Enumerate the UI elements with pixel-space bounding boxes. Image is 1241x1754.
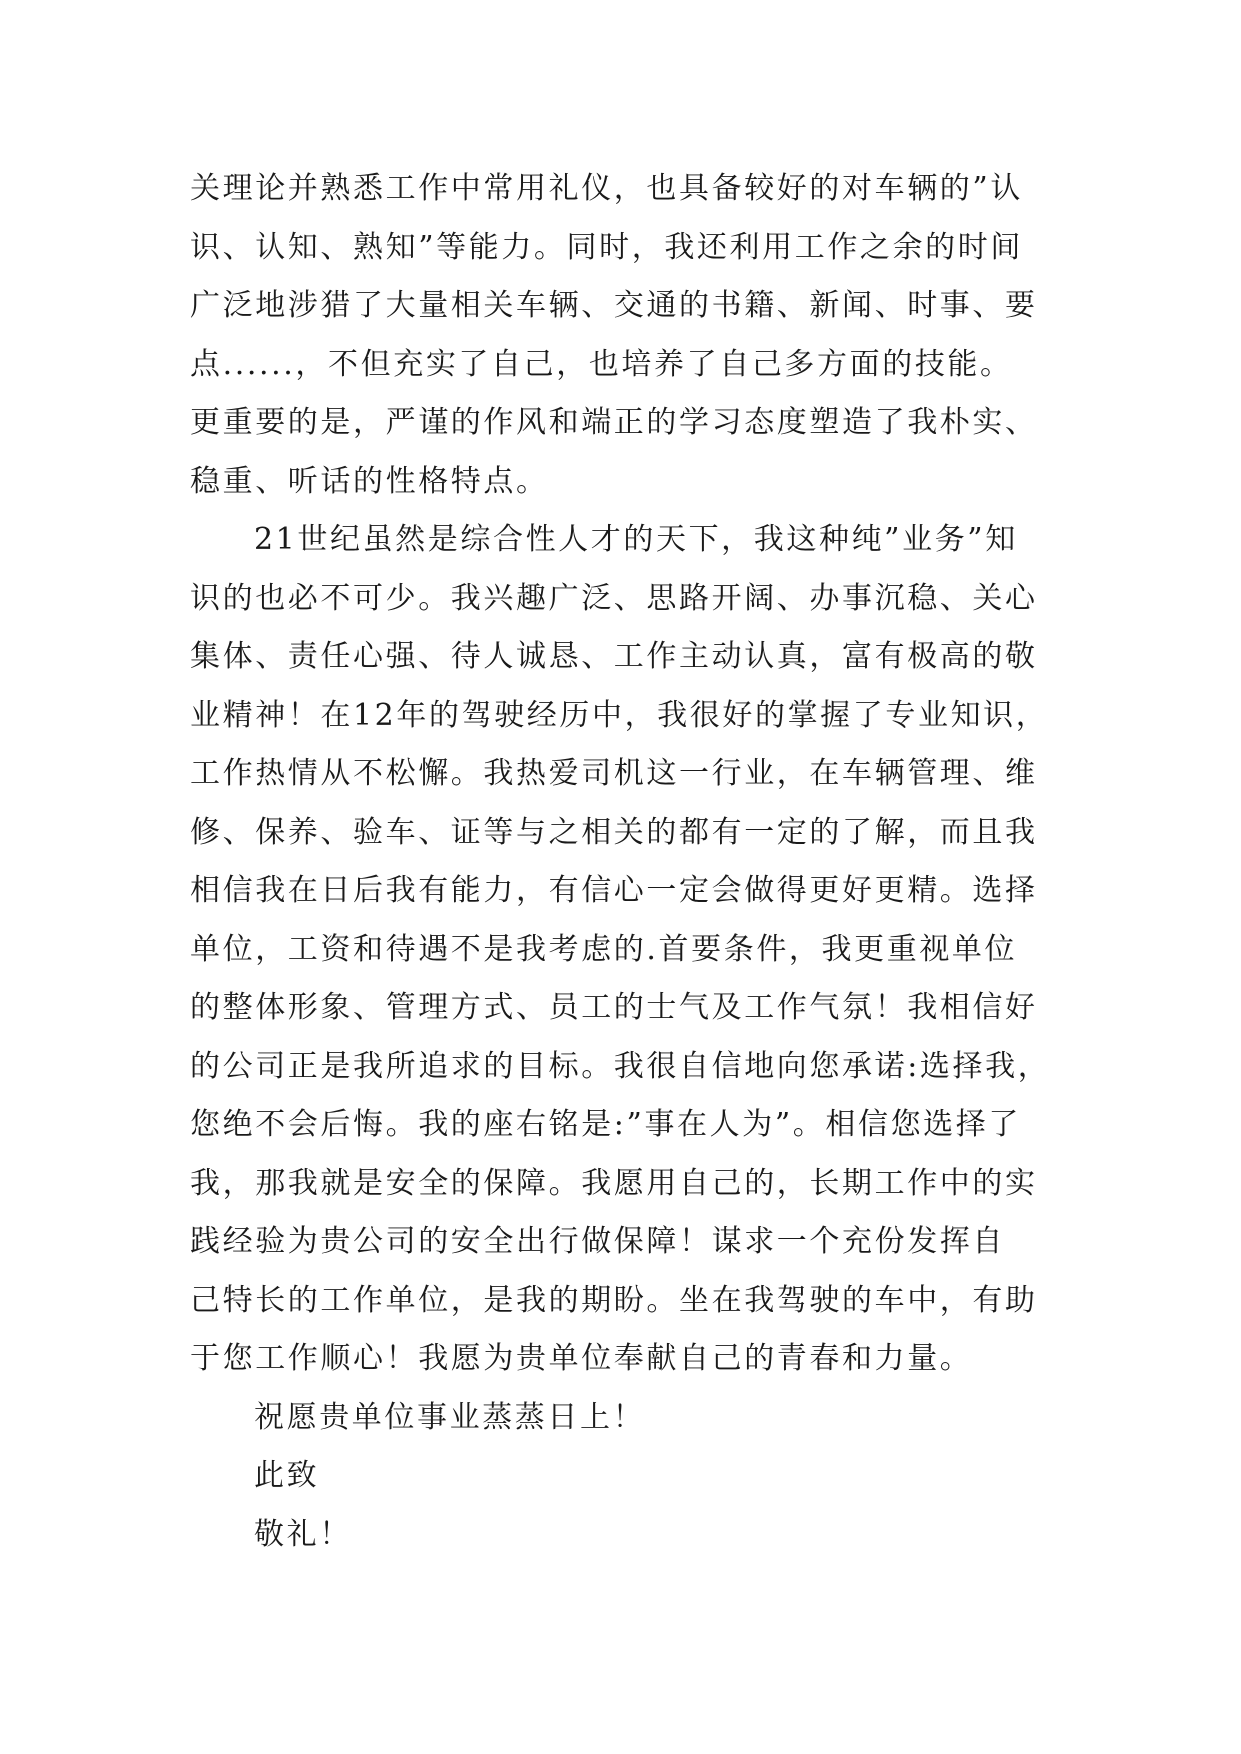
paragraph-line: 的整体形象、管理方式、员工的士气及工作气氛！我相信好 [190, 990, 1038, 1025]
letter-body [190, 160, 1070, 1564]
paragraph-line: 业精神！在12年的驾驶经历中，我很好的掌握了专业知识， [190, 697, 1049, 733]
paragraph-line: 关理论并熟悉工作中常用礼仪，也具备较好的对车辆的”认 [190, 171, 1023, 206]
paragraph-line: 集体、责任心强、待人诚恳、工作主动认真，富有极高的敬 [190, 639, 1038, 674]
paragraph-line: 相信我在日后我有能力，有信心一定会做得更好更精。选择 [190, 873, 1038, 908]
paragraph-line: 点......，不但充实了自己，也培养了自己多方面的技能。 [190, 346, 1013, 382]
paragraph-line: 己特长的工作单位，是我的期盼。坐在我驾驶的车中，有助 [190, 1282, 1038, 1318]
paragraph-line: 修、保养、验车、证等与之相关的都有一定的了解，而且我 [190, 814, 1038, 850]
paragraph-line: 工作热情从不松懈。我热爱司机这一行业，在车辆管理、维 [190, 756, 1038, 791]
closing-jingli: 敬礼！ [254, 1516, 352, 1552]
paragraph-line: 践经验为贵公司的安全出行做保障！谋求一个充份发挥自 [190, 1224, 1005, 1259]
paragraph-line: 的公司正是我所追求的目标。我很自信地向您承诺:选择我， [190, 1048, 1051, 1084]
paragraph-line: 更重要的是，严谨的作风和端正的学习态度塑造了我朴实、 [190, 405, 1038, 440]
paragraph-line: 识的也必不可少。我兴趣广泛、思路开阔、办事沉稳、关心 [190, 580, 1038, 616]
paragraph-line: 稳重、听话的性格特点。 [190, 463, 549, 499]
paragraph-line: 识、认知、熟知”等能力。同时，我还利用工作之余的时间 [190, 229, 1023, 265]
paragraph-line: 我，那我就是安全的保障。我愿用自己的，长期工作中的实 [190, 1165, 1038, 1201]
paragraph-line: 您绝不会后悔。我的座右铭是:”事在人为”。相信您选择了 [190, 1107, 1021, 1142]
paragraph-line: 广泛地涉猎了大量相关车辆、交通的书籍、新闻、时事、要 [190, 288, 1038, 323]
paragraph-line: 单位，工资和待遇不是我考虑的.首要条件，我更重视单位 [190, 931, 1018, 967]
closing-cizhi: 此致 [254, 1458, 320, 1493]
paragraph-line: 21世纪虽然是综合性人才的天下，我这种纯”业务”知 [254, 522, 1018, 557]
paragraph-line: 于您工作顺心！我愿为贵单位奉献自己的青春和力量。 [190, 1341, 973, 1376]
closing-wish: 祝愿贵单位事业蒸蒸日上！ [254, 1399, 646, 1435]
